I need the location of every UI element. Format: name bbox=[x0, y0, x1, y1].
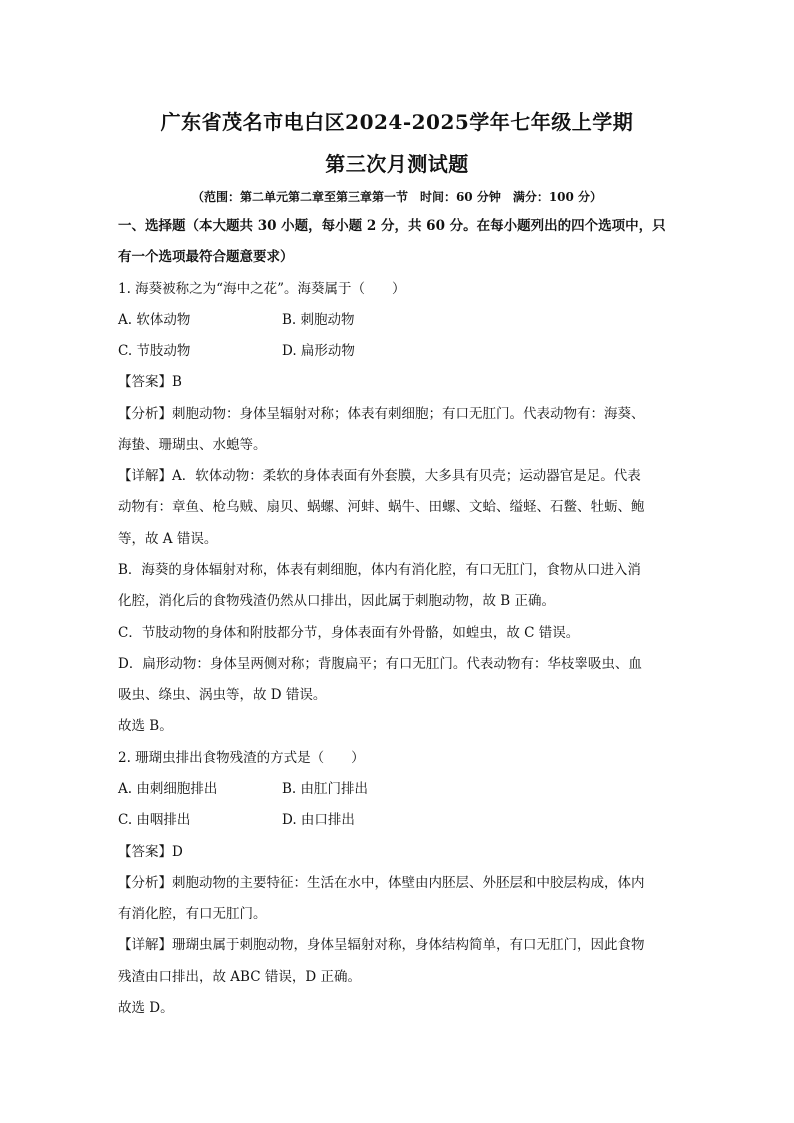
question-1-answer: 【答案】B bbox=[118, 374, 182, 390]
question-2-analysis-cont: 有消化腔，有口无肛门。 bbox=[118, 906, 267, 922]
question-1-option-d: D. 扁形动物 bbox=[282, 343, 355, 359]
question-1-detail-b-cont: 化腔，消化后的食物残渣仍然从口排出，因此属于刺胞动物，故 B 正确。 bbox=[118, 593, 556, 609]
question-2-answer: 【答案】D bbox=[118, 844, 183, 860]
question-1-detail-b: B．海葵的身体辐射对称，体表有刺细胞，体内有消化腔，有口无肛门，食物从口进入消 bbox=[118, 562, 641, 578]
exam-scope-subtitle: （范围：第二单元第二章至第三章第一节 时间：60 分钟 满分：100 分） bbox=[191, 190, 603, 204]
question-2-stem: 2. 珊瑚虫排出食物残渣的方式是（ ） bbox=[118, 750, 365, 766]
question-2-detail-cont: 残渣由口排出，故 ABC 错误，D 正确。 bbox=[118, 969, 361, 985]
question-1-option-a: A. 软体动物 bbox=[118, 312, 191, 328]
question-1-detail-d-cont: 吸虫、绦虫、涡虫等，故 D 错误。 bbox=[118, 687, 327, 703]
document-title-line2: 第三次月测试题 bbox=[325, 152, 469, 176]
question-1-detail-c: C．节肢动物的身体和附肢都分节，身体表面有外骨骼，如蝗虫，故 C 错误。 bbox=[118, 625, 580, 641]
question-2-option-b: B. 由肛门排出 bbox=[282, 781, 369, 797]
question-1-analysis: 【分析】刺胞动物：身体呈辐射对称；体表有刺细胞；有口无肛门。代表动物有：海葵、 bbox=[118, 406, 645, 422]
document-title: 广东省茂名市电白区2024-2025学年七年级上学期 bbox=[160, 110, 634, 134]
question-2-analysis: 【分析】刺胞动物的主要特征：生活在水中，体壁由内胚层、外胚层和中胶层构成，体内 bbox=[118, 875, 645, 891]
question-2-option-d: D. 由口排出 bbox=[282, 812, 355, 828]
question-2-option-a: A. 由刺细胞排出 bbox=[118, 781, 218, 797]
question-1-conclusion: 故选 B。 bbox=[118, 718, 173, 734]
question-1-detail: 【详解】A．软体动物：柔软的身体表面有外套膜，大多具有贝壳；运动器官是足。代表 bbox=[118, 468, 641, 484]
question-1-stem: 1. 海葵被称之为“海中之花”。海葵属于（ ） bbox=[118, 281, 406, 297]
section-heading-cont: 有一个选项最符合题意要求） bbox=[118, 249, 294, 265]
question-2-option-c: C. 由咽排出 bbox=[118, 812, 191, 828]
question-1-detail-cont: 等，故 A 错误。 bbox=[118, 531, 218, 547]
section-heading: 一、选择题（本大题共 30 小题，每小题 2 分，共 60 分。在每小题列出的四个选项中，只 bbox=[118, 218, 666, 234]
question-2-detail: 【详解】珊瑚虫属于刺胞动物，身体呈辐射对称，身体结构简单，有口无肛门，因此食物 bbox=[118, 937, 645, 953]
question-1-detail-cont: 动物有：章鱼、枪乌贼、扇贝、蜗螺、河蚌、蜗牛、田螺、文蛤、缢蛏、石鳖、牡蛎、鲍 bbox=[118, 499, 645, 515]
question-1-analysis-cont: 海蛰、珊瑚虫、水螅等。 bbox=[118, 437, 267, 453]
question-1-detail-d: D．扁形动物：身体呈两侧对称；背腹扁平；有口无肛门。代表动物有：华枝睾吸虫、血 bbox=[118, 656, 642, 672]
question-2-conclusion: 故选 D。 bbox=[118, 1000, 174, 1016]
question-1-option-b: B. 刺胞动物 bbox=[282, 312, 355, 328]
question-1-option-c: C. 节肢动物 bbox=[118, 343, 191, 359]
